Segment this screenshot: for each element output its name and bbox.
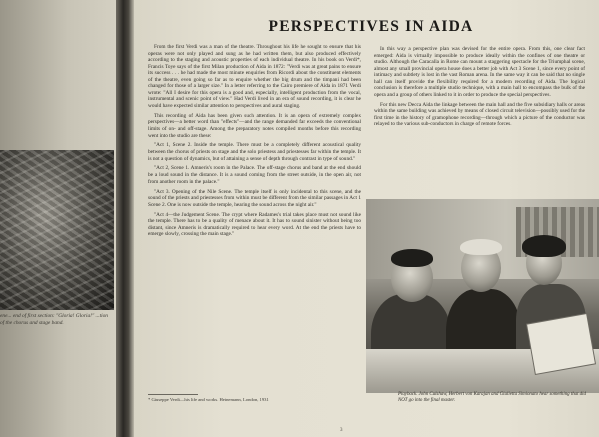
paragraph: "Act 4—the Judgement Scene. The crypt where Radames's trial takes place must not sound like the temple. There has to be a quality of menace about it. It has to sound sinister without being too distant, since Amneris is dramatically required to hear every word. At the end the priests have to emerge slowly, crossing the main stage.": [148, 211, 361, 238]
text-column-left: [148, 44, 361, 241]
footnote: * Giuseppe Verdi—his life and works. Heinemann, London, 1931: [148, 397, 269, 402]
playback-session-photo: [366, 199, 599, 393]
figure-left-hair: [391, 249, 433, 267]
right-photo-caption: Playback. John Culshaw, Herbert von Karajan and Giulietta Simionato hear something that did NOT go into the final master.: [398, 392, 586, 404]
paragraph: From the first Verdi was a man of the theatre. Throughout his life he sought to ensure that his operas were not only played and sung as he had written them, but also produced effectively according to the staging and acoustic properties of each individual theatre. In his book on Verdi*, Francis Toye says of the first Milan production of Aida in 1872: "Verdi was at great pains to ensure its success . . . he had made the most minute enquiries from Ricordi about the constituent elements of the theatre, even going so far as to enquire whether the big drum and the timpani had been changed for those of a larger size." In a letter referring to the Cairo premiere of Aida in 1871 Verdi wrote: "All I desire for this opera is a good and, especially, intelligent production from the vocal, instrumental and scenic point of view." Had Verdi lived in an era of sound recording, it is clear he would have expected similar attention to perspectives and aural staging.: [148, 44, 361, 109]
figure-center-hair: [460, 239, 502, 255]
paragraph: "Act 1, Scene 2. Inside the temple. There must be a completely different acoustical quality between the chorus of priests on stage and the solo priestess and priestesses far within the temple. It is not a question of dynamics, but of attaining a sense of depth through contrast in type of sound.": [148, 142, 361, 162]
left-page: [0, 0, 124, 437]
paragraph: "Act 2, Scene 1. Amneris's room in the Palace. The off-stage chorus and band at the end should be a loud sound in the distance. It is a sound coming from the street outside, in the open air, not from another room in the palace.": [148, 165, 361, 185]
paragraph: For this new Decca Aida the linkage between the main hall and the five subsidiary halls or areas within the same building was achieved by means of closed circuit television—possibly used for the first time in the history of gramophone recording—through which a picture of the conductor was relayed to the various sub-conductors in charge of remote forces.: [374, 101, 585, 128]
chorus-rows-texture: [0, 150, 114, 310]
paragraph: "Act 3. Opening of the Nile Scene. The temple itself is only incidental to this scene, and the sound of the priests and priestesses from within must be different from the similar passages in Act 1 Scene 2. One is now outside the temple, hearing the sound across the night air.": [148, 188, 361, 208]
left-photo-caption: ene... end of first section: "Gloria! Gloria!" ...tion of the chorus and stage band.: [0, 313, 108, 326]
concert-hall-photo: [0, 150, 114, 310]
paragraph: This recording of Aida has been given such attention. It is an opera of extremely complex perspectives—a better word than "effects"—and the range demanded far exceeds the conventional limits of on- and off-stage. Among the preparatory notes compiled months before this recording went into the studio are these:: [148, 112, 361, 139]
footnote-divider: [148, 394, 198, 395]
figure-right-hair: [522, 235, 566, 257]
score-sheet: [527, 314, 595, 374]
text-column-right: [374, 46, 585, 131]
page-number: 3: [340, 428, 343, 433]
page-gutter: [116, 0, 134, 437]
article-title: PERSPECTIVES IN AIDA: [268, 18, 474, 35]
paragraph: In this way a perspective plan was devised for the entire opera. From this, one clear fact emerged: Aida is virtually impossible to produce ideally within the confines of one theatre or studio. Although the Caracalla in Rome can mount a staggering spectacle for the Triumphal scene, almost any small provincial opera house does a better job with Act 3 Scene 1, since every point of intimacy and subtlety is lost in the vast Roman arena. In the same way it can be said that no single hall can itself provide the flexibility required for a modern recording of Aida. The logical conclusion is therefore a multiple studio technique, with a main hall to encompass the bulk of the opera and a group of others linked to it in order to produce the special perspectives.: [374, 46, 585, 98]
